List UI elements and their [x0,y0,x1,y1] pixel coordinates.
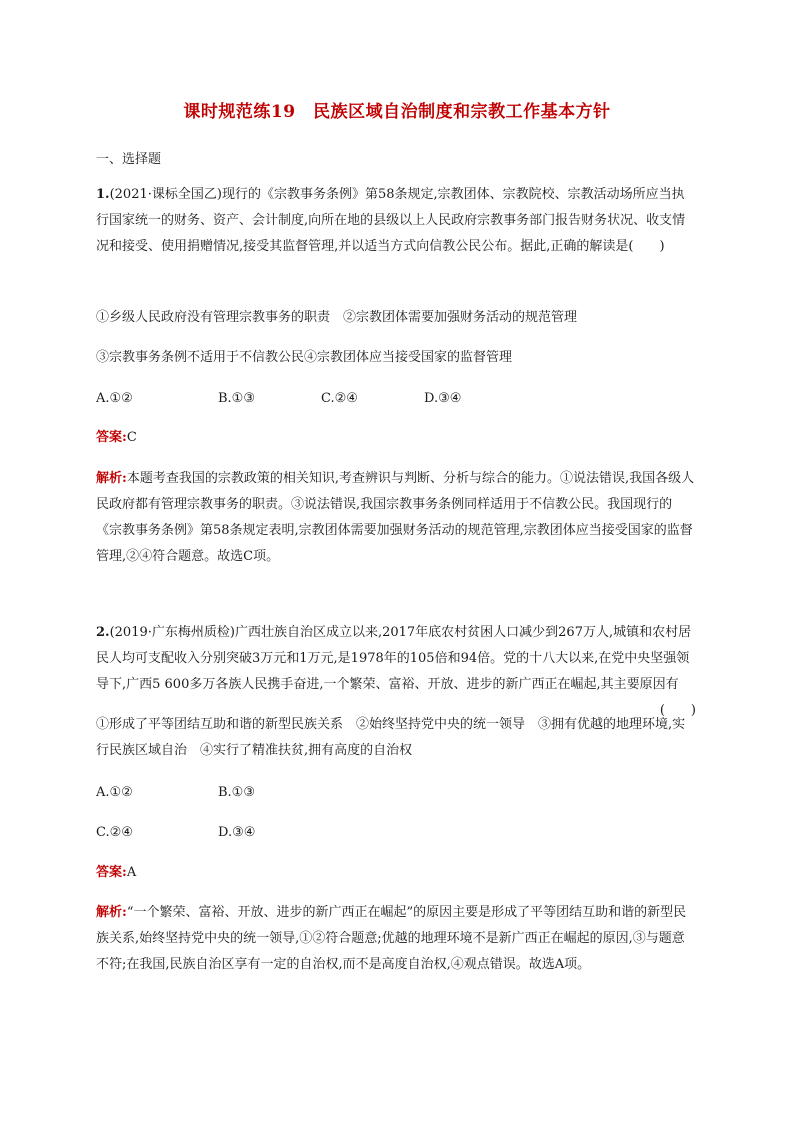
question-2-answer [96,860,696,886]
explanation-label: 解析: [96,471,127,486]
question-2-choices-row-2 [96,820,696,846]
question-2-choices-row-1 [96,780,696,806]
choice-c: C.②④ [321,391,358,406]
explanation-text: “一个繁荣、富裕、开放、进步的新广西正在崛起”的原因主要是形成了平等团结互助和谐的新型民族关系,始终坚持党中央的统一领导,①②符合题意;优越的地理环境不是新广西正在崛起的原因,③与题意不符;在我国,民族自治区享有一定的自治权,而不是高度自治权,④观点错误。故选A项。 [96,905,687,972]
question-text: (2019·广东梅州质检)广西壮族自治区成立以来,2017年底农村贫困人口减少到267万人,城镇和农村居民人均可支配收入分别突破3万元和1万元,是1978年的105倍和94倍。党的十八大以来,在党中央坚强领导下,广西5 600多万各族人民携手奋进,一个繁荣、富裕、开放、进步的新广西正在崛起,其主要原因有 [96,625,692,692]
question-1-choices [96,386,696,412]
question-number: 1. [96,187,110,202]
answer-label: 答案: [96,865,127,880]
choice-d: D.③④ [218,825,256,840]
choice-b: B.①③ [218,785,255,800]
answer-value: C [126,430,137,445]
question-2-options: ①形成了平等团结互助和谐的新型民族关系 ②始终坚持党中央的统一领导 ③拥有优越的地理环境,实行民族区域自治 ④实行了精准扶贫,拥有高度的自治权 [96,717,686,758]
question-1-option-line-2: ③宗教事务条例不适用于不信教公民④宗教团体应当接受国家的监督管理 [96,350,513,365]
question-number: 2. [96,625,110,640]
choice-d: D.③④ [424,391,462,406]
choice-a: A.①② [96,785,133,800]
question-text: (2021·课标全国乙)现行的《宗教事务条例》第58条规定,宗教团体、宗教院校、宗教活动场所应当执行国家统一的财务、资产、会计制度,向所在地的县级以上人民政府宗教事务部门报告财务状况、收支情况和接受、使用捐赠情况,接受其监督管理,并以适当方式向信教公民公布。据此,正确的解读是( ) [96,187,686,254]
answer-parentheses: ( ) [659,703,696,718]
page-title: 课时规范练19 民族区域自治制度和宗教工作基本方针 [183,102,611,122]
answer-label: 答案: [96,430,127,445]
explanation-label: 解析: [96,905,127,920]
section-heading: 一、选择题 [96,152,162,167]
question-2-stem [96,620,696,724]
explanation-text: 本题考查我国的宗教政策的相关知识,考查辨识与判断、分析与综合的能力。①说法错误,我国各级人民政府都有管理宗教事务的职责。③说法错误,我国宗教事务条例同样适用于不信教公民。我国现行的《宗教事务条例》第58条规定表明,宗教团体需要加强财务活动的规范管理,宗教团体应当接受国家的监督管理,②④符合题意。故选C项。 [96,471,695,564]
answer-value: A [126,865,137,880]
choice-a: A.①② [96,391,133,406]
question-1-explanation [96,466,696,570]
choice-c: C.②④ [96,825,133,840]
choice-b: B.①③ [218,391,255,406]
question-1-stem [96,182,696,260]
question-2-explanation [96,900,696,978]
question-1-option-line-1: ①乡级人民政府没有管理宗教事务的职责 ②宗教团体需要加强财务活动的规范管理 [96,310,578,325]
question-1-answer [96,425,696,451]
